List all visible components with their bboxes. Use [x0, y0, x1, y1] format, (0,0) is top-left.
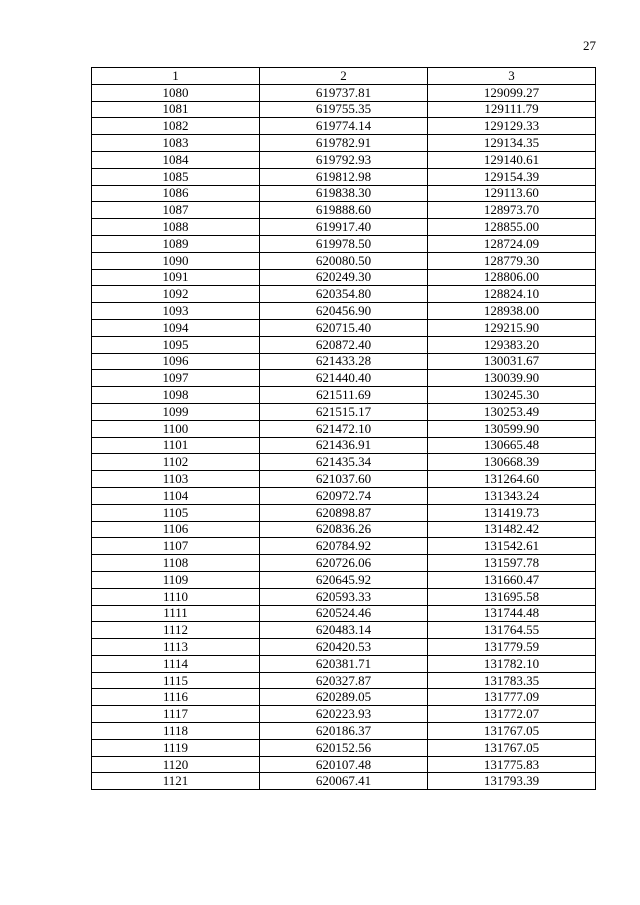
point-number-cell: 1089: [92, 235, 260, 252]
x-coordinate-cell: 621436.91: [260, 437, 428, 454]
table-row: [92, 689, 596, 706]
table-row: [92, 723, 596, 740]
x-coordinate-cell: 620223.93: [260, 706, 428, 723]
point-number-cell: 1085: [92, 168, 260, 185]
point-number-cell: 1095: [92, 336, 260, 353]
table-row: [92, 303, 596, 320]
header-row: [92, 68, 596, 85]
point-number-cell: 1110: [92, 588, 260, 605]
y-coordinate-cell: 131775.83: [428, 756, 596, 773]
y-coordinate-cell: 128779.30: [428, 252, 596, 269]
x-coordinate-cell: 620524.46: [260, 605, 428, 622]
x-coordinate-cell: 621515.17: [260, 403, 428, 420]
y-coordinate-cell: 128938.00: [428, 303, 596, 320]
header-col-2: 2: [260, 68, 428, 85]
table-row: [92, 252, 596, 269]
y-coordinate-cell: 129154.39: [428, 168, 596, 185]
point-number-cell: 1097: [92, 370, 260, 387]
table-row: [92, 202, 596, 219]
x-coordinate-cell: 619978.50: [260, 235, 428, 252]
page-number: 27: [583, 38, 596, 53]
point-number-cell: 1082: [92, 118, 260, 135]
y-coordinate-cell: 130599.90: [428, 420, 596, 437]
table-row: [92, 571, 596, 588]
x-coordinate-cell: 619812.98: [260, 168, 428, 185]
point-number-cell: 1105: [92, 504, 260, 521]
table-row: [92, 101, 596, 118]
x-coordinate-cell: 620456.90: [260, 303, 428, 320]
point-number-cell: 1101: [92, 437, 260, 454]
y-coordinate-cell: 129099.27: [428, 84, 596, 101]
x-coordinate-cell: 620354.80: [260, 286, 428, 303]
table-body: [92, 84, 596, 789]
y-coordinate-cell: 130665.48: [428, 437, 596, 454]
point-number-cell: 1086: [92, 185, 260, 202]
x-coordinate-cell: 621440.40: [260, 370, 428, 387]
table-row: [92, 370, 596, 387]
point-number-cell: 1104: [92, 487, 260, 504]
y-coordinate-cell: 130039.90: [428, 370, 596, 387]
table-row: [92, 504, 596, 521]
y-coordinate-cell: 129215.90: [428, 319, 596, 336]
x-coordinate-cell: 619792.93: [260, 151, 428, 168]
point-number-cell: 1094: [92, 319, 260, 336]
table-row: [92, 336, 596, 353]
x-coordinate-cell: 621472.10: [260, 420, 428, 437]
point-number-cell: 1090: [92, 252, 260, 269]
table-row: [92, 706, 596, 723]
table-row: [92, 555, 596, 572]
x-coordinate-cell: 619737.81: [260, 84, 428, 101]
x-coordinate-cell: 619838.30: [260, 185, 428, 202]
point-number-cell: 1103: [92, 471, 260, 488]
x-coordinate-cell: 621511.69: [260, 387, 428, 404]
point-number-cell: 1121: [92, 773, 260, 790]
table-row: [92, 168, 596, 185]
table-row: [92, 487, 596, 504]
y-coordinate-cell: 129113.60: [428, 185, 596, 202]
y-coordinate-cell: 131660.47: [428, 571, 596, 588]
table-row: [92, 269, 596, 286]
x-coordinate-cell: 620593.33: [260, 588, 428, 605]
table-row: [92, 319, 596, 336]
x-coordinate-cell: 621037.60: [260, 471, 428, 488]
x-coordinate-cell: 619755.35: [260, 101, 428, 118]
y-coordinate-cell: 131744.48: [428, 605, 596, 622]
x-coordinate-cell: 620186.37: [260, 723, 428, 740]
point-number-cell: 1112: [92, 622, 260, 639]
y-coordinate-cell: 131597.78: [428, 555, 596, 572]
y-coordinate-cell: 128824.10: [428, 286, 596, 303]
point-number-cell: 1088: [92, 219, 260, 236]
y-coordinate-cell: 131783.35: [428, 672, 596, 689]
y-coordinate-cell: 131772.07: [428, 706, 596, 723]
x-coordinate-cell: 620067.41: [260, 773, 428, 790]
table-row: [92, 185, 596, 202]
point-number-cell: 1087: [92, 202, 260, 219]
table-row: [92, 538, 596, 555]
x-coordinate-cell: 619774.14: [260, 118, 428, 135]
table-row: [92, 286, 596, 303]
point-number-cell: 1108: [92, 555, 260, 572]
x-coordinate-cell: 620645.92: [260, 571, 428, 588]
header-col-3: 3: [428, 68, 596, 85]
point-number-cell: 1114: [92, 655, 260, 672]
table-row: [92, 739, 596, 756]
table-row: [92, 521, 596, 538]
y-coordinate-cell: 130031.67: [428, 353, 596, 370]
x-coordinate-cell: 620289.05: [260, 689, 428, 706]
x-coordinate-cell: 620972.74: [260, 487, 428, 504]
x-coordinate-cell: 620249.30: [260, 269, 428, 286]
point-number-cell: 1111: [92, 605, 260, 622]
y-coordinate-cell: 128855.00: [428, 219, 596, 236]
x-coordinate-cell: 620836.26: [260, 521, 428, 538]
y-coordinate-cell: 131264.60: [428, 471, 596, 488]
table-row: [92, 387, 596, 404]
x-coordinate-cell: 621435.34: [260, 454, 428, 471]
point-number-cell: 1084: [92, 151, 260, 168]
y-coordinate-cell: 128724.09: [428, 235, 596, 252]
table-row: [92, 756, 596, 773]
table-row: [92, 420, 596, 437]
header-col-1: 1: [92, 68, 260, 85]
table-row: [92, 118, 596, 135]
x-coordinate-cell: 620107.48: [260, 756, 428, 773]
point-number-cell: 1117: [92, 706, 260, 723]
y-coordinate-cell: 129383.20: [428, 336, 596, 353]
x-coordinate-cell: 619888.60: [260, 202, 428, 219]
x-coordinate-cell: 620872.40: [260, 336, 428, 353]
y-coordinate-cell: 131779.59: [428, 639, 596, 656]
table-row: [92, 403, 596, 420]
point-number-cell: 1109: [92, 571, 260, 588]
table-row: [92, 235, 596, 252]
point-number-cell: 1107: [92, 538, 260, 555]
table-row: [92, 588, 596, 605]
table-header: [92, 68, 596, 85]
x-coordinate-cell: 620080.50: [260, 252, 428, 269]
x-coordinate-cell: 621433.28: [260, 353, 428, 370]
y-coordinate-cell: 131793.39: [428, 773, 596, 790]
y-coordinate-cell: 130245.30: [428, 387, 596, 404]
point-number-cell: 1102: [92, 454, 260, 471]
y-coordinate-cell: 131482.42: [428, 521, 596, 538]
point-number-cell: 1080: [92, 84, 260, 101]
table-row: [92, 437, 596, 454]
y-coordinate-cell: 131777.09: [428, 689, 596, 706]
table-row: [92, 773, 596, 790]
table-row: [92, 622, 596, 639]
point-number-cell: 1099: [92, 403, 260, 420]
x-coordinate-cell: 620381.71: [260, 655, 428, 672]
x-coordinate-cell: 620784.92: [260, 538, 428, 555]
y-coordinate-cell: 129134.35: [428, 135, 596, 152]
point-number-cell: 1083: [92, 135, 260, 152]
y-coordinate-cell: 129140.61: [428, 151, 596, 168]
point-number-cell: 1096: [92, 353, 260, 370]
point-number-cell: 1116: [92, 689, 260, 706]
y-coordinate-cell: 131419.73: [428, 504, 596, 521]
y-coordinate-cell: 129129.33: [428, 118, 596, 135]
coordinates-table: [91, 67, 596, 790]
x-coordinate-cell: 620327.87: [260, 672, 428, 689]
point-number-cell: 1120: [92, 756, 260, 773]
table-row: [92, 151, 596, 168]
y-coordinate-cell: 128973.70: [428, 202, 596, 219]
point-number-cell: 1119: [92, 739, 260, 756]
point-number-cell: 1113: [92, 639, 260, 656]
y-coordinate-cell: 130253.49: [428, 403, 596, 420]
point-number-cell: 1106: [92, 521, 260, 538]
table-row: [92, 84, 596, 101]
point-number-cell: 1093: [92, 303, 260, 320]
point-number-cell: 1091: [92, 269, 260, 286]
table-row: [92, 655, 596, 672]
point-number-cell: 1081: [92, 101, 260, 118]
x-coordinate-cell: 620726.06: [260, 555, 428, 572]
table-row: [92, 353, 596, 370]
y-coordinate-cell: 131767.05: [428, 723, 596, 740]
y-coordinate-cell: 131343.24: [428, 487, 596, 504]
x-coordinate-cell: 620420.53: [260, 639, 428, 656]
table-row: [92, 219, 596, 236]
table-row: [92, 135, 596, 152]
y-coordinate-cell: 131782.10: [428, 655, 596, 672]
x-coordinate-cell: 620715.40: [260, 319, 428, 336]
y-coordinate-cell: 129111.79: [428, 101, 596, 118]
y-coordinate-cell: 131695.58: [428, 588, 596, 605]
table-row: [92, 454, 596, 471]
point-number-cell: 1098: [92, 387, 260, 404]
point-number-cell: 1100: [92, 420, 260, 437]
x-coordinate-cell: 619917.40: [260, 219, 428, 236]
x-coordinate-cell: 620483.14: [260, 622, 428, 639]
table-row: [92, 471, 596, 488]
y-coordinate-cell: 128806.00: [428, 269, 596, 286]
point-number-cell: 1118: [92, 723, 260, 740]
point-number-cell: 1115: [92, 672, 260, 689]
y-coordinate-cell: 131542.61: [428, 538, 596, 555]
point-number-cell: 1092: [92, 286, 260, 303]
x-coordinate-cell: 619782.91: [260, 135, 428, 152]
y-coordinate-cell: 131764.55: [428, 622, 596, 639]
y-coordinate-cell: 130668.39: [428, 454, 596, 471]
y-coordinate-cell: 131767.05: [428, 739, 596, 756]
table-row: [92, 605, 596, 622]
table-row: [92, 639, 596, 656]
x-coordinate-cell: 620152.56: [260, 739, 428, 756]
x-coordinate-cell: 620898.87: [260, 504, 428, 521]
table-row: [92, 672, 596, 689]
